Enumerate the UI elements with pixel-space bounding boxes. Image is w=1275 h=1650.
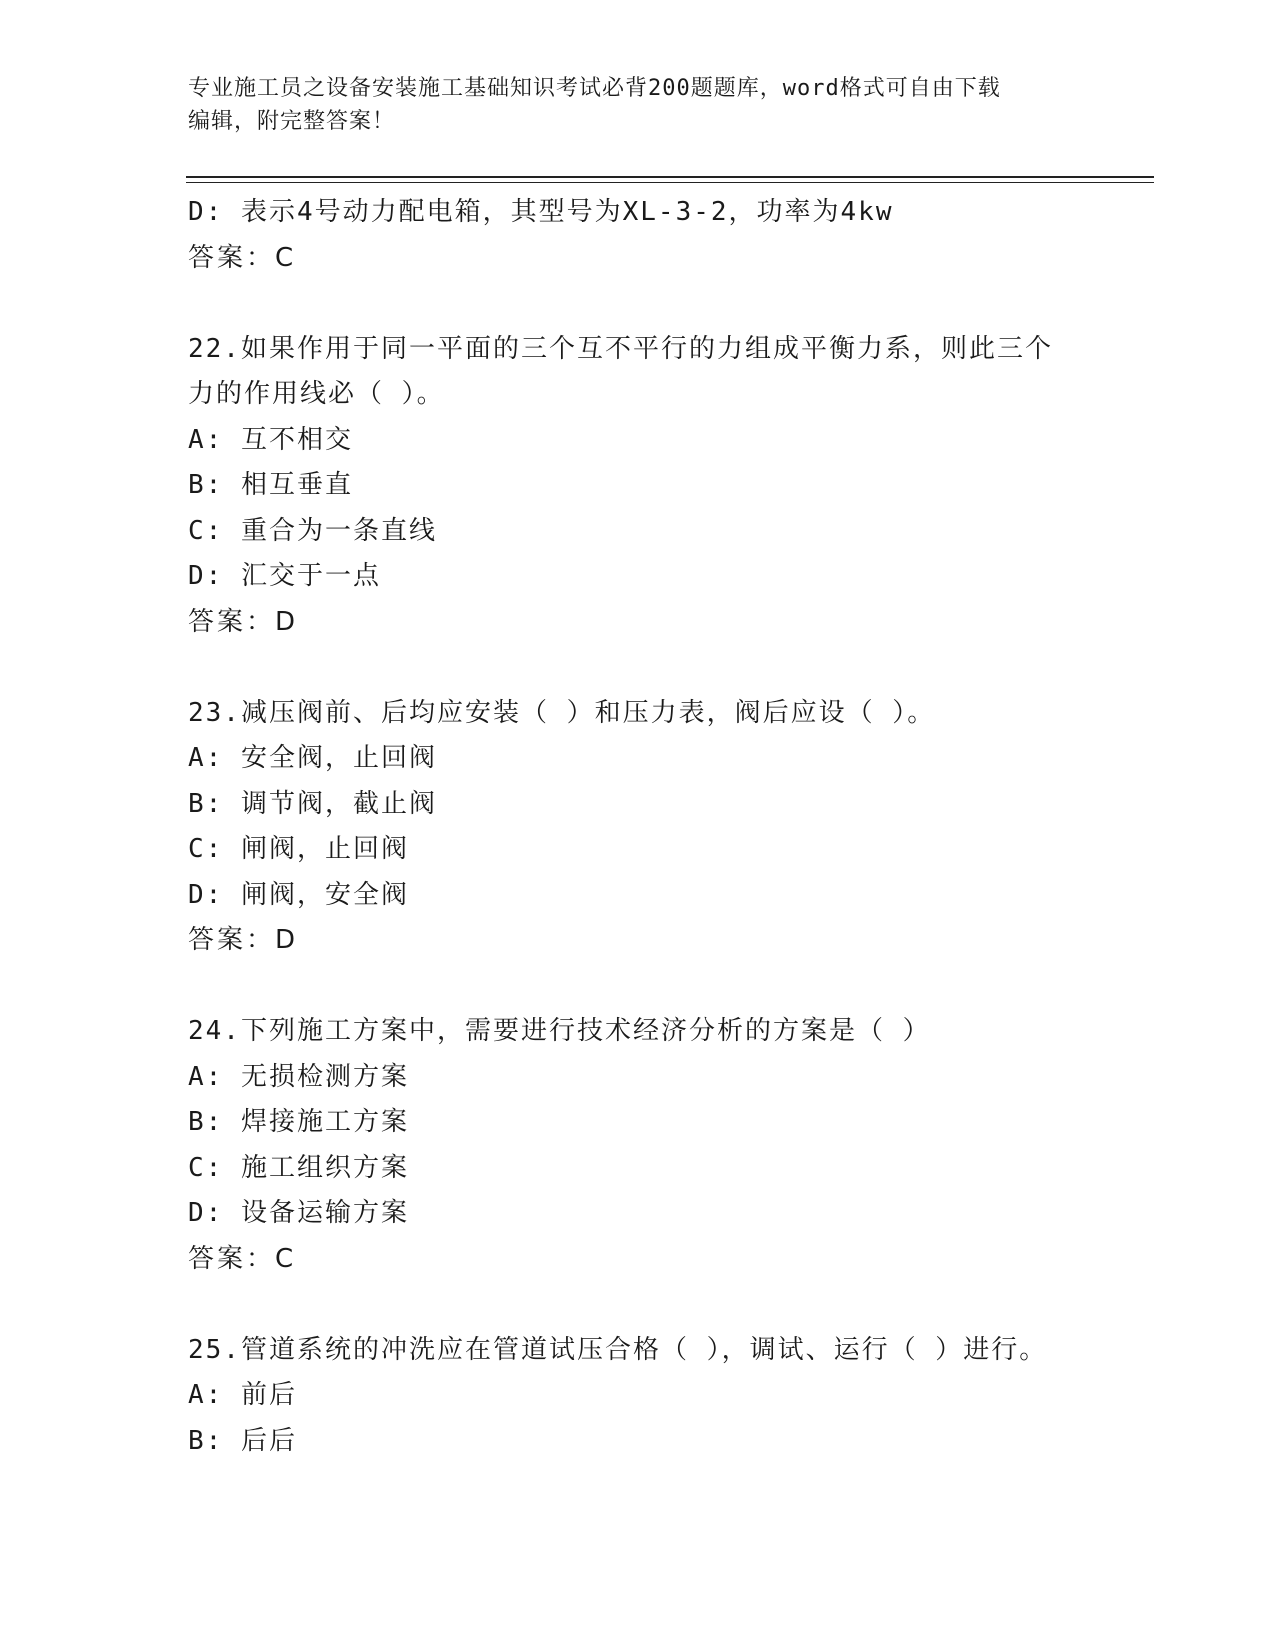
option-a: A: 互不相交: [188, 424, 353, 455]
question-stem-line: 22.如果作用于同一平面的三个互不平行的力组成平衡力系，则此三个: [188, 333, 1053, 364]
option-c: C: 闸阀，止回阀: [188, 834, 409, 864]
question-stem-line: 24.下列施工方案中，需要进行技术经济分析的方案是（ ）: [188, 1016, 931, 1046]
question-list: [188, 190, 1148, 1464]
question-stem-line: 力的作用线必（ ）。: [188, 379, 445, 409]
option-b: B: 焊接施工方案: [188, 1107, 409, 1137]
question-stem-line: 25.管道系统的冲洗应在管道试压合格（ ），调试、运行（ ）进行。: [188, 1334, 1048, 1365]
option-a: A: 安全阀，止回阀: [188, 743, 437, 773]
option-b: B: 相互垂直: [188, 470, 353, 500]
previous-question-tail: [188, 190, 1148, 281]
answer-line: 答案：D: [188, 606, 299, 637]
option-d: D: 表示4号动力配电箱，其型号为XL-3-2，功率为4kw: [188, 197, 894, 227]
option-d: D: 闸阀，安全阀: [188, 879, 409, 910]
header-divider-thick: [186, 176, 1154, 178]
spacer: [188, 964, 1148, 1010]
option-d: D: 设备运输方案: [188, 1198, 409, 1228]
answer-line: 答案：C: [188, 242, 297, 273]
document-header: [188, 72, 1068, 138]
header-divider-thin: [186, 182, 1154, 183]
option-c: C: 重合为一条直线: [188, 515, 437, 546]
option-a: A: 前后: [188, 1380, 297, 1410]
option-b: B: 后后: [188, 1425, 297, 1456]
option-b: B: 调节阀，截止阀: [188, 788, 437, 819]
header-title-line-2: 编辑，附完整答案！: [188, 109, 396, 134]
option-c: C: 施工组织方案: [188, 1152, 409, 1183]
spacer: [188, 645, 1148, 691]
option-a: A: 无损检测方案: [188, 1061, 409, 1092]
answer-line: 答案：C: [188, 1243, 297, 1274]
question-24: [188, 1009, 1148, 1282]
option-d: D: 汇交于一点: [188, 561, 381, 591]
header-title-line-1: 专业施工员之设备安装施工基础知识考试必背200题题库，word格式可自由下载: [188, 76, 1001, 101]
question-22: [188, 327, 1148, 646]
question-stem-line: 23.减压阀前、后均应安装（ ）和压力表，阀后应设（ ）。: [188, 697, 936, 728]
question-25: [188, 1328, 1148, 1465]
spacer: [188, 1282, 1148, 1328]
answer-line: 答案：D: [188, 925, 299, 955]
spacer: [188, 281, 1148, 327]
question-23: [188, 691, 1148, 964]
